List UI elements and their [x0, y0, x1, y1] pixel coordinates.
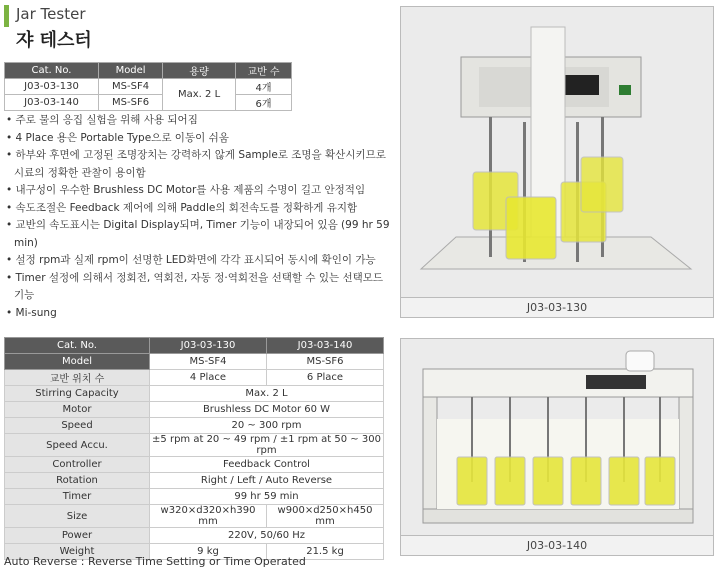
summary-header-cat: Cat. No.	[5, 63, 99, 79]
spec-value: 9 kg	[150, 544, 267, 560]
title-english: Jar Tester	[16, 5, 86, 23]
spec-value: w320×d320×h390 mm	[150, 505, 267, 528]
spec-value: 220V, 50/60 Hz	[150, 528, 384, 544]
spec-label: Size	[5, 505, 150, 528]
spec-label: Controller	[5, 457, 150, 473]
spec-value: 21.5 kg	[267, 544, 384, 560]
feature-list	[6, 112, 396, 322]
spec-value: w900×d250×h450 mm	[267, 505, 384, 528]
spec-row	[5, 370, 384, 386]
jar-tester-4-illustration	[401, 7, 713, 297]
jar-tester-6-illustration	[401, 339, 713, 535]
title-korean: 쟈 테스터	[16, 30, 92, 51]
spec-value: 4 Place	[150, 370, 267, 386]
spec-header-row	[5, 354, 384, 370]
spec-row	[5, 434, 384, 457]
product-photo-4-place	[400, 6, 714, 318]
spec-label: Timer	[5, 489, 150, 505]
feature-item: • 교반의 속도표시는 Digital Display되며, Timer 기능이 내장되어 있음 (99 hr 59 min)	[6, 217, 396, 252]
spec-label: Weight	[5, 544, 150, 560]
spec-row	[5, 386, 384, 402]
spec-value: 6 Place	[267, 370, 384, 386]
product-photo-6-place	[400, 338, 714, 556]
spec-row	[5, 457, 384, 473]
summary-count: 6개	[235, 95, 291, 111]
spec-value: MS-SF4	[150, 354, 267, 370]
spec-label: Stirring Capacity	[5, 386, 150, 402]
spec-label: Power	[5, 528, 150, 544]
feature-item: • 속도조절은 Feedback 제어에 의해 Paddle의 회전속도를 정확하게 유지함	[6, 200, 396, 218]
feature-item: • Mi-sung	[6, 305, 396, 323]
spec-value: Max. 2 L	[150, 386, 384, 402]
feature-item: • 4 Place 용은 Portable Type으로 이동이 쉬움	[6, 130, 396, 148]
spec-value: 99 hr 59 min	[150, 489, 384, 505]
summary-cat: J03-03-130	[5, 79, 99, 95]
spec-header-cat: Cat. No.	[5, 338, 150, 354]
summary-row	[5, 95, 292, 111]
photo-caption: J03-03-140	[401, 535, 713, 555]
photo-area	[401, 339, 713, 535]
title-accent-bar	[4, 5, 9, 27]
summary-count: 4개	[235, 79, 291, 95]
feature-item: • 주로 물의 응집 실험을 위해 사용 되어짐	[6, 112, 396, 130]
feature-item: • 하부와 후면에 고정된 조명장치는 강력하지 않게 Sample로 조명을 확산시키므로 시료의 정확한 관찰이 용이함	[6, 147, 396, 182]
spec-label: Motor	[5, 402, 150, 418]
spec-table	[4, 337, 384, 560]
summary-header-capacity: 용량	[163, 63, 236, 79]
spec-value: ±5 rpm at 20 ~ 49 rpm / ±1 rpm at 50 ~ 300 rpm	[150, 434, 384, 457]
summary-model: MS-SF4	[98, 79, 162, 95]
summary-header-model: Model	[98, 63, 162, 79]
spec-header-col1: J03-03-130	[150, 338, 267, 354]
spec-value: Feedback Control	[150, 457, 384, 473]
summary-table	[4, 62, 292, 111]
spec-value: Right / Left / Auto Reverse	[150, 473, 384, 489]
spec-row	[5, 505, 384, 528]
summary-cat: J03-03-140	[5, 95, 99, 111]
spec-value: MS-SF6	[267, 354, 384, 370]
spec-value: 20 ~ 300 rpm	[150, 418, 384, 434]
summary-model: MS-SF6	[98, 95, 162, 111]
spec-label: Speed	[5, 418, 150, 434]
spec-row	[5, 528, 384, 544]
spec-label: Model	[5, 354, 150, 370]
photo-area	[401, 7, 713, 297]
feature-item: • 내구성이 우수한 Brushless DC Motor를 사용 제품의 수명이 길고 안정적임	[6, 182, 396, 200]
spec-row	[5, 402, 384, 418]
summary-capacity: Max. 2 L	[163, 79, 236, 111]
spec-row	[5, 418, 384, 434]
feature-item: • 설정 rpm과 실제 rpm이 선명한 LED화면에 각각 표시되어 동시에 확인이 가능	[6, 252, 396, 270]
spec-header-col2: J03-03-140	[267, 338, 384, 354]
spec-row	[5, 489, 384, 505]
footnote: Auto Reverse : Reverse Time Setting or Time Operated	[4, 555, 306, 568]
feature-item: • Timer 설정에 의해서 정회전, 역회전, 자동 정·역회전을 선택할 수 있는 선택모드 기능	[6, 270, 396, 305]
spec-value: Brushless DC Motor 60 W	[150, 402, 384, 418]
spec-row	[5, 473, 384, 489]
photo-caption: J03-03-130	[401, 297, 713, 317]
spec-label: 교반 위치 수	[5, 370, 150, 386]
spec-label: Rotation	[5, 473, 150, 489]
spec-label: Speed Accu.	[5, 434, 150, 457]
summary-header-row	[5, 63, 292, 79]
summary-header-count: 교반 수	[235, 63, 291, 79]
spec-header-row	[5, 338, 384, 354]
summary-row	[5, 79, 292, 95]
